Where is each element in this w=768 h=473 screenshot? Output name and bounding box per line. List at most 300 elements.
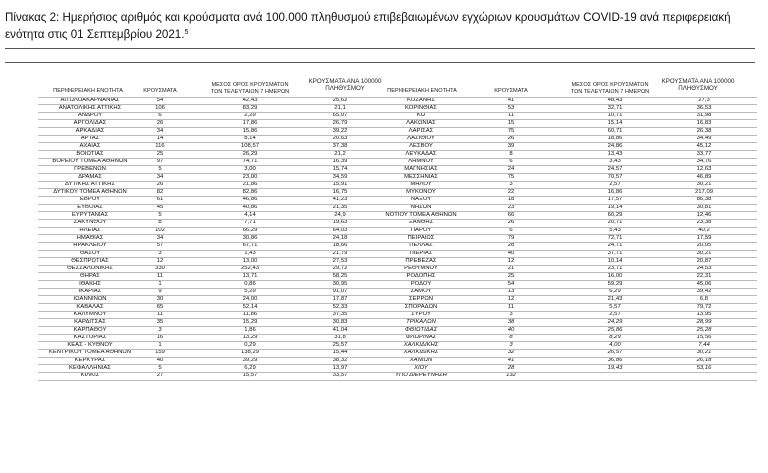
row-divider: [38, 250, 383, 251]
right-cases-cell: 132: [506, 372, 516, 379]
right-region-cell: ΜΥΚΟΝΟΥ: [406, 188, 436, 195]
right-avg-cell: 2,57: [609, 311, 621, 318]
row-divider: [38, 295, 383, 296]
right-region-cell: ΚΟΖΑΝΗΣ: [406, 97, 435, 103]
left-region-cell: ΗΛΕΙΑΣ: [79, 227, 101, 234]
row-divider: [38, 364, 383, 365]
right-region-cell: ΣΕΡΡΩΝ: [408, 295, 434, 302]
header-per100k-right: [648, 78, 748, 92]
left-region-cell: ΙΘΑΚΗΣ: [79, 280, 101, 287]
left-avg-cell: 26,29: [242, 150, 258, 157]
left-cases-cell: 34: [156, 234, 164, 241]
left-avg-cell: 15,57: [242, 372, 258, 379]
row-divider: [372, 165, 757, 166]
left-avg-cell: 13,00: [242, 257, 258, 264]
right-cases-cell: 40: [507, 250, 515, 256]
row-divider: [38, 349, 383, 350]
row-divider: [372, 135, 757, 136]
right-per100k-cell: 16,83: [696, 119, 712, 126]
left-per100k-cell: 21,35: [332, 204, 348, 211]
right-region-cell: ΡΟΔΟΠΗΣ: [406, 272, 436, 279]
left-region-cell: ΘΕΣΣΑΛΟΝΙΚΗΣ: [67, 265, 113, 272]
right-region-cell: ΤΡΙΚΑΛΩΝ: [406, 318, 436, 325]
left-avg-cell: 138,29: [240, 349, 260, 356]
right-region-cell: ΞΑΝΘΗΣ: [408, 219, 434, 226]
right-region-cell: ΜΑΓΝΗΣΙΑΣ: [404, 165, 438, 172]
right-region-cell: ΠΡΕΒΕΖΑΣ: [405, 257, 437, 264]
left-per100k-cell: 65,07: [332, 112, 348, 119]
row-divider: [38, 288, 383, 289]
right-per100k-cell: 79,72: [696, 303, 712, 310]
right-avg-cell: 26,57: [607, 349, 623, 356]
left-per100k-cell: 38,32: [332, 357, 348, 364]
right-per100k-cell: 53,16: [696, 364, 712, 371]
row-divider: [372, 242, 757, 243]
left-cases-cell: 40: [156, 357, 164, 364]
right-region-cell: ΡΕΘΥΜΝΟΥ: [404, 265, 438, 272]
left-region-cell: ΗΜΑΘΙΑΣ: [76, 234, 104, 241]
right-cases-cell: 75: [507, 173, 515, 180]
row-divider: [372, 227, 757, 228]
left-avg-cell: 4,14: [244, 211, 256, 218]
row-divider: [372, 127, 757, 128]
row-divider: [38, 97, 383, 98]
right-per100k-cell: 12,63: [696, 165, 712, 172]
row-divider: [372, 364, 757, 365]
row-divider: [372, 257, 757, 258]
left-per100k-cell: 29,72: [332, 265, 348, 272]
left-avg-cell: 17,86: [242, 119, 258, 126]
right-cases-cell: 24: [507, 165, 515, 172]
left-per100k-cell: 24,9: [334, 211, 346, 218]
left-per100k-cell: 58,25: [332, 272, 348, 279]
row-divider: [38, 311, 383, 312]
row-divider: [372, 334, 757, 335]
left-cases-cell: 14: [156, 135, 164, 142]
left-region-cell: ΚΕΝΤΡΙΚΟΥ ΤΟΜΕΑ ΑΘΗΝΩΝ: [48, 349, 132, 356]
row-divider: [372, 196, 757, 197]
left-per100k-cell: 27,53: [332, 257, 348, 264]
left-region-cell: ΚΑΣΤΟΡΙΑΣ: [73, 334, 107, 341]
row-divider: [38, 219, 383, 220]
right-per100k-cell: 33,77: [696, 150, 712, 157]
caption-line-1: Πίνακας 2: Ημερήσιος αριθμός και κρούσματα ανά 100.000 πληθυσμού επιβεβαιωμένων εγχώριων κρουσμάτων COVID-19 ανά περιφερειακή: [5, 11, 731, 24]
right-per100k-cell: 45,06: [696, 280, 712, 287]
left-per100k-cell: 25,62: [332, 97, 348, 103]
header-per100k-left-l2: ΠΛΗΘΥΣΜΟΥ: [325, 85, 365, 92]
right-region-cell: ΦΛΩΡΙΝΑΣ: [405, 334, 437, 341]
left-region-cell: ΚΑΒΑΛΑΣ: [76, 303, 104, 310]
left-cases-cell: 16: [156, 334, 164, 341]
row-divider: [38, 204, 383, 205]
right-cases-cell: 25: [507, 272, 515, 279]
left-cases-cell: 26: [156, 181, 164, 188]
left-avg-cell: 1,43: [244, 250, 256, 256]
left-cases-cell: 34: [156, 173, 164, 180]
right-per100k-cell: 12,46: [696, 211, 712, 218]
left-cases-cell: 11: [156, 272, 164, 279]
right-cases-cell: 3: [509, 311, 513, 318]
row-divider: [372, 104, 757, 105]
left-cases-cell: 45: [156, 204, 164, 211]
row-divider: [372, 372, 757, 373]
left-cases-cell: 82: [156, 188, 164, 195]
left-per100k-cell: 33,57: [332, 372, 348, 379]
right-avg-cell: 18,86: [607, 135, 623, 142]
right-cases-cell: 28: [507, 364, 515, 371]
right-avg-cell: 17,57: [607, 196, 623, 203]
right-cases-cell: 3: [509, 181, 513, 188]
row-divider: [372, 250, 757, 251]
left-per100k-cell: 21,1: [334, 104, 346, 111]
right-avg-cell: 19,43: [607, 364, 623, 371]
right-cases-cell: 3: [509, 341, 513, 348]
right-cases-cell: 53: [507, 104, 515, 111]
right-avg-cell: 16,00: [607, 272, 623, 279]
right-region-cell: ΝΗΣΩΝ: [410, 204, 432, 211]
right-per100k-cell: 26,38: [696, 127, 712, 134]
left-region-cell: ΗΡΑΚΛΕΙΟΥ: [73, 242, 107, 249]
right-region-cell: ΚΩ: [416, 112, 426, 119]
row-divider: [38, 211, 383, 212]
left-region-cell: ΚΙΛΚΙΣ: [80, 372, 100, 379]
right-per100k-cell: 7,44: [698, 341, 710, 348]
left-cases-cell: 30: [156, 295, 164, 302]
right-cases-cell: 26: [507, 219, 515, 226]
left-avg-cell: 8,14: [244, 135, 256, 142]
left-avg-cell: 40,86: [242, 204, 258, 211]
right-per100k-cell: 86,38: [696, 196, 712, 203]
right-region-cell: ΣΥΡΟΥ: [411, 311, 431, 318]
left-cases-cell: 3: [158, 250, 162, 256]
right-cases-cell: 8: [509, 150, 513, 157]
left-avg-cell: 5,29: [244, 288, 256, 295]
left-avg-cell: 52,14: [242, 303, 258, 310]
left-cases-cell: 65: [156, 303, 164, 310]
header-avg-left-l1: ΜΕΣΟΣ ΟΡΟΣ ΚΡΟΥΣΜΑΤΩΝ: [211, 82, 289, 88]
left-region-cell: ΖΑΚΥΝΘΟΥ: [73, 219, 107, 226]
right-per100k-cell: 30,81: [696, 204, 712, 211]
left-per100k-cell: 91,07: [332, 288, 348, 295]
row-divider: [372, 181, 757, 182]
right-cases-cell: 6: [509, 227, 513, 234]
right-avg-cell: 3,43: [609, 158, 621, 165]
second-rule: [5, 62, 755, 63]
header-avg-left: [195, 82, 305, 95]
right-cases-cell: 26: [507, 135, 515, 142]
right-cases-cell: 40: [507, 326, 515, 333]
row-divider: [38, 326, 383, 327]
left-region-cell: ΚΕΦΑΛΛΗΝΙΑΣ: [69, 364, 111, 371]
left-avg-cell: 42,43: [242, 97, 258, 103]
right-per100k-cell: 46,89: [696, 173, 712, 180]
right-cases-cell: 23: [507, 204, 515, 211]
right-region-cell: ΛΑΚΩΝΙΑΣ: [406, 119, 436, 126]
left-cases-cell: 26: [156, 119, 164, 126]
left-region-cell: ΘΕΣΠΡΩΤΙΑΣ: [71, 257, 109, 264]
left-per100k-cell: 20,63: [332, 135, 348, 142]
left-cases-cell: 61: [156, 196, 164, 203]
row-divider: [38, 150, 383, 151]
right-per100k-cell: 40,2: [698, 227, 710, 234]
right-avg-cell: 37,71: [607, 250, 623, 256]
left-region-cell: ΚΑΡΔΙΤΣΑΣ: [74, 318, 106, 325]
row-divider: [372, 357, 757, 358]
left-cases-cell: 34: [156, 127, 164, 134]
header-avg-left-l2: ΤΩΝ ΤΕΛΕΥΤΑΙΩΝ 7 ΗΜΕΡΩΝ: [210, 88, 290, 95]
right-region-cell: ΝΑΞΟΥ: [410, 196, 432, 203]
right-per100k-cell: 34,49: [696, 135, 712, 142]
right-per100k-cell: 17,59: [696, 234, 712, 241]
right-per100k-cell: 30,21: [696, 250, 712, 256]
left-per100k-cell: 41,04: [332, 326, 348, 333]
left-per100k-cell: 31,8: [334, 334, 346, 341]
left-avg-cell: 13,71: [242, 272, 258, 279]
right-per100k-cell: 28,99: [696, 318, 712, 325]
row-divider: [38, 334, 383, 335]
header-cases-right: ΚΡΟΥΣΜΑΤΑ: [494, 88, 528, 94]
row-divider: [372, 158, 757, 159]
left-per100k-cell: 15,91: [332, 181, 348, 188]
right-region-cell: ΛΕΥΚΑΔΑΣ: [405, 150, 437, 157]
right-cases-cell: 28: [507, 242, 515, 249]
right-cases-cell: 79: [507, 234, 515, 241]
right-avg-cell: 32,71: [607, 104, 623, 111]
left-per100k-cell: 19,63: [332, 219, 348, 226]
row-divider: [372, 142, 757, 143]
right-cases-cell: 54: [507, 280, 515, 287]
left-per100k-cell: 30,83: [332, 318, 348, 325]
row-divider: [38, 135, 383, 136]
row-divider: [38, 104, 383, 105]
right-per100k-cell: 31,98: [696, 112, 712, 119]
top-rule: [5, 48, 755, 49]
left-per100k-cell: 18,66: [332, 242, 348, 249]
left-per100k-cell: 39,22: [332, 127, 348, 134]
left-region-cell: ΕΥΡΥΤΑΝΙΑΣ: [71, 211, 109, 218]
left-avg-cell: 252,43: [240, 265, 260, 272]
right-region-cell: ΣΑΜΟΥ: [410, 288, 432, 295]
row-divider: [372, 318, 757, 319]
left-per100k-cell: 17,87: [332, 295, 348, 302]
left-region-cell: ΚΕΡΚΥΡΑΣ: [74, 357, 106, 364]
right-cases-cell: 21: [507, 265, 515, 272]
left-cases-cell: 97: [156, 158, 164, 165]
left-cases-cell: 330: [155, 265, 165, 272]
right-region-cell: ΛΕΣΒΟΥ: [409, 142, 433, 149]
left-avg-cell: 3,00: [244, 165, 256, 172]
left-region-cell: ΕΒΡΟΥ: [79, 196, 101, 203]
left-avg-cell: 0,86: [244, 280, 256, 287]
right-per100k-cell: 34,76: [696, 158, 712, 165]
right-avg-cell: 70,57: [607, 173, 623, 180]
row-divider: [38, 280, 383, 281]
right-per100k-cell: 30,21: [696, 349, 712, 356]
left-avg-cell: 1,86: [244, 326, 256, 333]
left-region-cell: ΔΥΤΙΚΟΥ ΤΟΜΕΑ ΑΘΗΝΩΝ: [53, 188, 127, 195]
row-divider: [38, 341, 383, 342]
right-cases-cell: 15: [507, 119, 515, 126]
left-cases-cell: 106: [155, 104, 165, 111]
row-divider: [372, 97, 757, 98]
right-avg-cell: 60,71: [607, 127, 623, 134]
left-per100k-cell: 64,03: [332, 227, 348, 234]
left-cases-cell: 5: [158, 364, 162, 371]
right-per100k-cell: 25,28: [696, 326, 712, 333]
right-region-cell: ΚΟΡΙΝΘΙΑΣ: [405, 104, 437, 111]
left-cases-cell: 5: [158, 211, 162, 218]
right-avg-cell: 60,29: [607, 211, 623, 218]
left-per100k-cell: 26,79: [332, 119, 348, 126]
caption-line-2: [5, 26, 755, 43]
right-region-cell: ΛΗΜΝΟΥ: [408, 158, 434, 165]
row-divider: [372, 188, 757, 189]
right-per100k-cell: 22,31: [696, 272, 712, 279]
left-avg-cell: 15,86: [242, 127, 258, 134]
left-cases-cell: 57: [156, 242, 164, 249]
left-per100k-cell: 37,35: [332, 311, 348, 318]
right-cases-cell: 41: [507, 357, 515, 364]
left-avg-cell: 0,29: [244, 341, 256, 348]
right-avg-cell: 24,29: [607, 318, 623, 325]
row-divider: [38, 165, 383, 166]
row-divider: [372, 265, 757, 266]
right-region-cell: ΧΑΛΚΙΔΙΚΗΣ: [403, 349, 439, 356]
left-per100k-cell: 21,79: [332, 250, 348, 256]
right-cases-cell: 8: [509, 334, 513, 341]
footnote-marker: 5: [184, 29, 189, 36]
right-cases-cell: 6: [509, 158, 513, 165]
right-per100k-cell: 30,21: [696, 181, 712, 188]
left-avg-cell: 11,86: [242, 311, 258, 318]
right-cases-cell: 75: [507, 127, 515, 134]
left-avg-cell: 67,71: [242, 242, 258, 249]
right-avg-cell: 48,43: [607, 97, 623, 103]
row-divider: [372, 303, 757, 304]
right-region-cell: ΠΕΛΛΑΣ: [409, 242, 433, 249]
left-cases-cell: 12: [156, 257, 164, 264]
right-avg-cell: 25,86: [607, 326, 623, 333]
left-region-cell: ΑΡΤΑΣ: [80, 135, 100, 142]
left-avg-cell: 7,71: [244, 219, 256, 226]
right-per100k-cell: 6,8: [699, 295, 709, 302]
left-region-cell: ΓΡΕΒΕΝΩΝ: [74, 165, 106, 172]
row-divider: [38, 357, 383, 358]
row-divider: [38, 265, 383, 266]
row-divider: [372, 341, 757, 342]
row-divider: [372, 380, 757, 381]
row-divider: [372, 295, 757, 296]
row-divider: [38, 196, 383, 197]
row-divider: [372, 150, 757, 151]
left-region-cell: ΑΡΓΟΛΙΔΑΣ: [73, 119, 107, 126]
left-region-cell: ΔΡΑΜΑΣ: [78, 173, 102, 180]
row-divider: [38, 158, 383, 159]
row-divider: [38, 257, 383, 258]
left-region-cell: ΚΑΡΠΑΘΟΥ: [73, 326, 107, 333]
row-divider: [372, 112, 757, 113]
right-region-cell: ΧΑΝΙΩΝ: [409, 357, 433, 364]
right-avg-cell: 5,57: [609, 303, 621, 310]
left-per100k-cell: 34,59: [332, 173, 348, 180]
right-cases-cell: 13: [507, 288, 515, 295]
right-avg-cell: 21,43: [607, 295, 623, 302]
left-per100k-cell: 30,95: [332, 280, 348, 287]
right-avg-cell: 59,29: [607, 280, 623, 287]
right-avg-cell: 20,71: [607, 219, 623, 226]
right-avg-cell: 15,14: [607, 119, 623, 126]
header-per100k-right-l1: ΚΡΟΥΣΜΑΤΑ ΑΝΑ 100000: [661, 78, 735, 85]
right-avg-cell: 8,29: [609, 334, 621, 341]
left-avg-cell: 74,71: [242, 158, 258, 165]
left-cases-cell: 6: [158, 112, 162, 119]
left-avg-cell: 82,86: [242, 188, 258, 195]
row-divider: [372, 173, 757, 174]
right-cases-cell: 41: [507, 97, 515, 103]
left-region-cell: ΔΥΤΙΚΗΣ ΑΤΤΙΚΗΣ: [65, 181, 115, 188]
right-per100k-cell: 45,12: [696, 142, 712, 149]
row-divider: [372, 219, 757, 220]
right-avg-cell: 13,43: [607, 150, 623, 157]
left-per100k-cell: 21,2: [334, 150, 346, 157]
right-region-cell: ΦΘΙΩΤΙΔΑΣ: [404, 326, 438, 333]
left-avg-cell: 66,29: [242, 227, 258, 234]
row-divider: [38, 142, 383, 143]
header-per100k-left-l1: ΚΡΟΥΣΜΑΤΑ ΑΝΑ 100000: [308, 78, 382, 85]
right-avg-cell: 24,86: [607, 142, 623, 149]
row-divider: [372, 234, 757, 235]
left-cases-cell: 25: [156, 150, 164, 157]
left-avg-cell: 39,29: [242, 357, 258, 364]
left-avg-cell: 46,86: [242, 196, 258, 203]
row-divider: [38, 119, 383, 120]
left-cases-cell: 9: [158, 288, 162, 295]
row-divider: [372, 326, 757, 327]
right-region-cell: ΜΕΣΣΗΝΙΑΣ: [404, 173, 438, 180]
right-region-cell: ΡΟΔΟΥ: [410, 280, 432, 287]
right-avg-cell: 36,86: [607, 357, 623, 364]
right-avg-cell: 2,57: [609, 181, 621, 188]
left-avg-cell: 21,86: [242, 181, 258, 188]
row-divider: [38, 303, 383, 304]
left-per100k-cell: 24,18: [332, 234, 348, 241]
left-avg-cell: 13,29: [242, 334, 258, 341]
right-avg-cell: 4,00: [609, 341, 621, 348]
right-cases-cell: 11: [507, 112, 515, 119]
right-region-cell: ΜΗΛΟΥ: [410, 181, 432, 188]
left-region-cell: ΚΕΑΣ - ΚΥΘΝΟΥ: [67, 341, 113, 348]
left-cases-cell: 5: [158, 165, 162, 172]
right-region-cell: ΛΑΡΙΣΑΣ: [408, 127, 434, 134]
header-region-right: ΠΕΡΙΦΕΡΕΙΑΚΗ ΕΝΟΤΗΤΑ: [387, 88, 457, 94]
right-per100k-cell: 24,53: [696, 265, 712, 272]
row-divider: [372, 280, 757, 281]
row-divider: [372, 119, 757, 120]
left-cases-cell: 102: [155, 227, 165, 234]
table-caption: [5, 9, 755, 43]
header-region-left: ΠΕΡΙΦΕΡΕΙΑΚΗ ΕΝΟΤΗΤΑ: [53, 88, 123, 94]
row-divider: [372, 211, 757, 212]
header-avg-right-l1: ΜΕΣΟΣ ΟΡΟΣ ΚΡΟΥΣΜΑΤΩΝ: [571, 82, 649, 88]
left-per100k-cell: 52,33: [332, 303, 348, 310]
row-divider: [38, 173, 383, 174]
left-cases-cell: 11: [156, 311, 164, 318]
right-cases-cell: 66: [507, 211, 515, 218]
left-region-cell: ΑΧΑΪΑΣ: [79, 142, 101, 149]
right-avg-cell: 16,86: [607, 188, 623, 195]
left-region-cell: ΑΝΔΡΟΥ: [77, 112, 103, 119]
right-per100k-cell: 23,38: [696, 219, 712, 226]
